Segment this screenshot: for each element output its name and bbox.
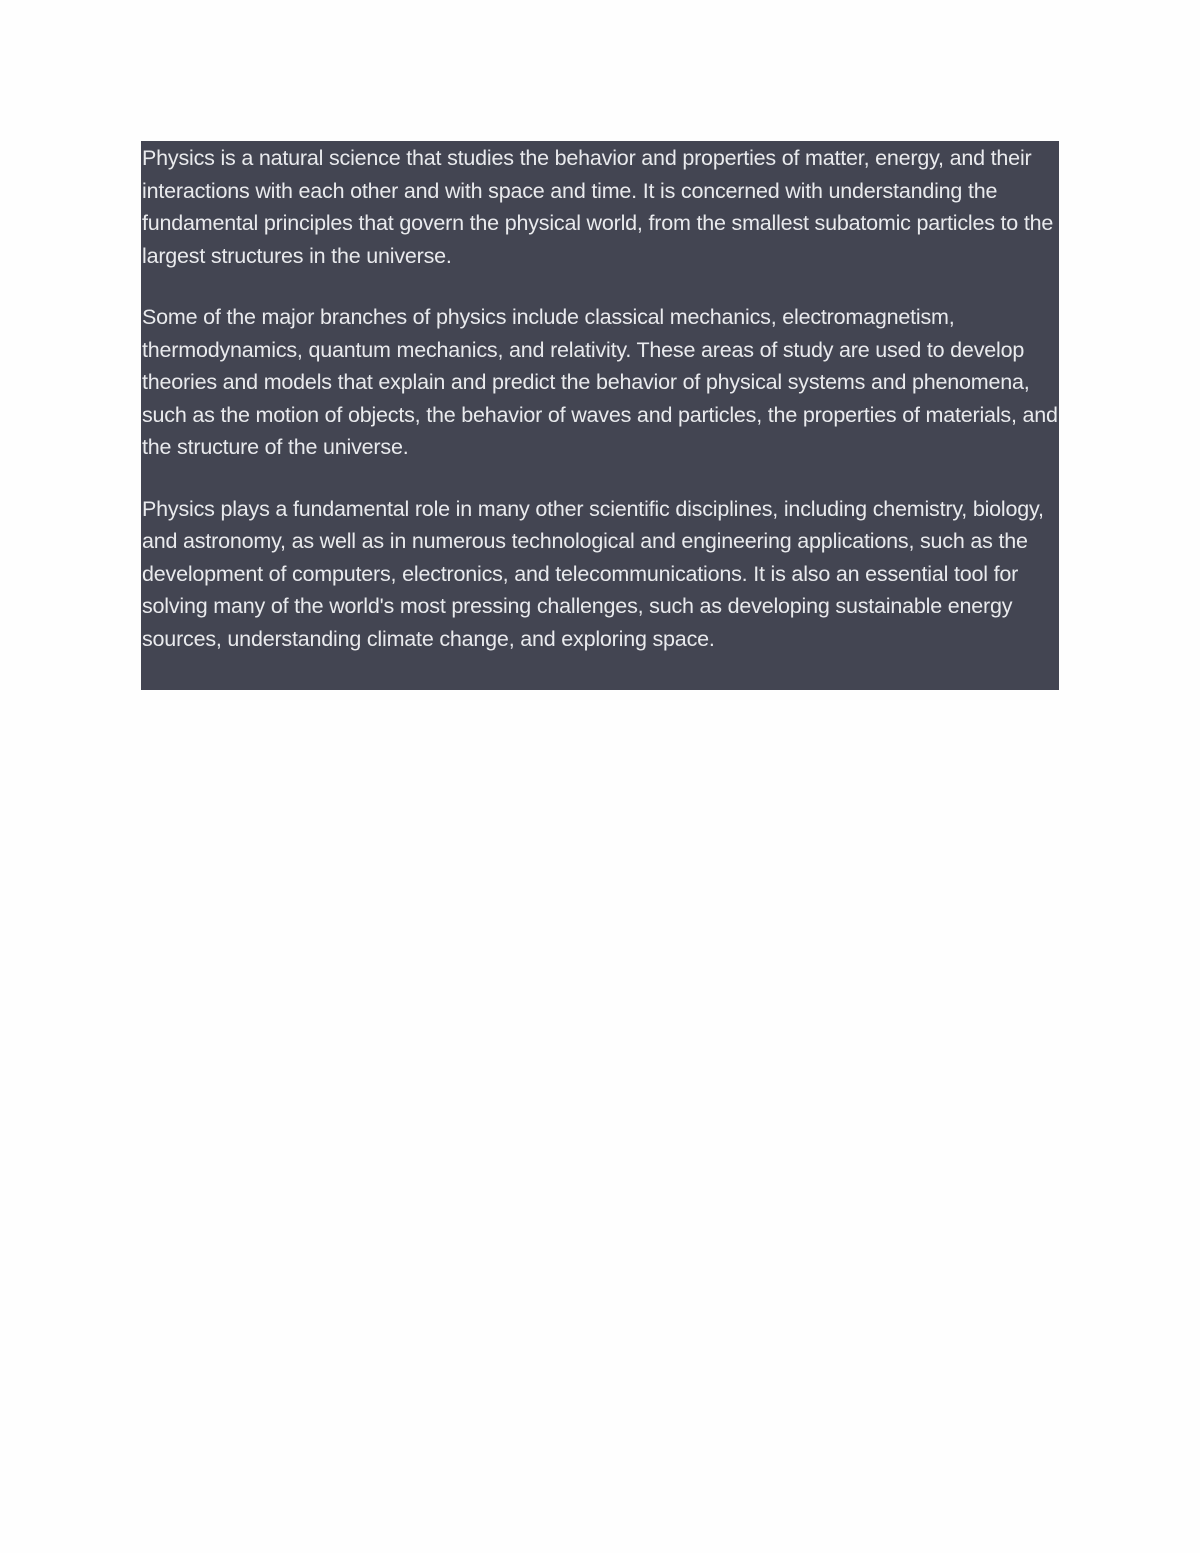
paragraph-intro: Physics is a natural science that studies the behavior and properties of matter, energy, and their interactions with each other and with space and time. It is concerned with understanding the fundamental principles that govern the physical world, from the smallest subatomic particles to the largest structures in the universe. (142, 146, 1054, 268)
paragraph-applications: Physics plays a fundamental role in many other scientific disciplines, including chemistry, biology, and astronomy, as well as in numerous technological and engineering applications, such as the development of computers, electronics, and telecommunications. It is also an essential tool for solving many of the world's most pressing challenges, such as developing sustainable energy sources, understanding climate change, and exploring space. (142, 496, 1044, 651)
highlighted-text-block (141, 141, 1059, 690)
paragraph-branches: Some of the major branches of physics include classical mechanics, electromagnetism, thermodynamics, quantum mechanics, and relativity. These areas of study are used to develop theories and models that explain and predict the behavior of physical systems and phenomena, such as the motion of objects, the behavior of waves and particles, the properties of materials, and the structure of the universe. (142, 305, 1058, 459)
